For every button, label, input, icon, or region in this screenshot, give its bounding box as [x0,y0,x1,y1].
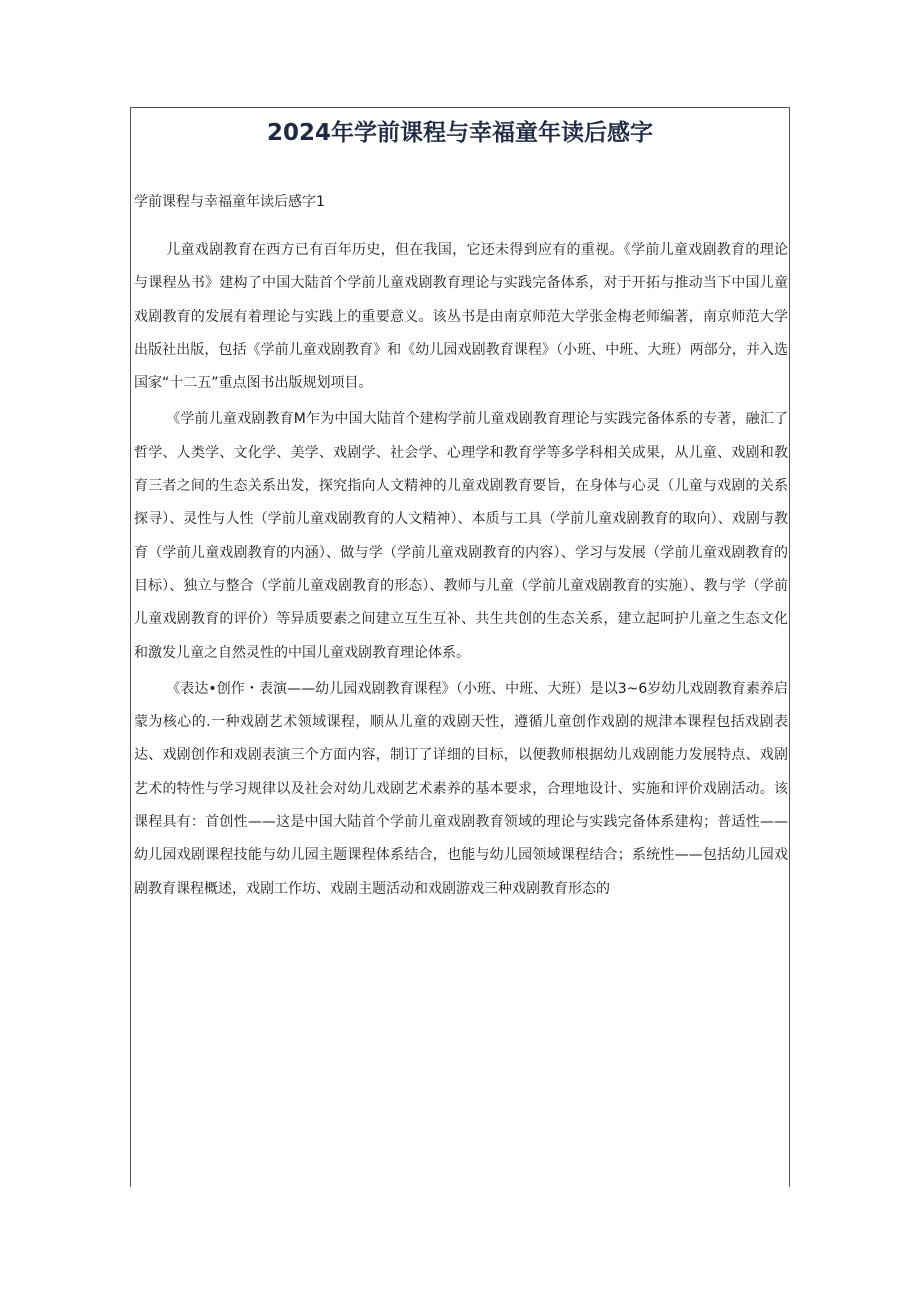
document-title: 2024年学前课程与幸福童年读后感字 [266,120,653,146]
paragraph: 《表达•创作・表演——幼儿园戏剧教育课程》（小班、中班、大班）是以3~6岁幼儿戏剧教育素养启蒙为核心的.一种戏剧艺术领域课程，顺从儿童的戏剧天性，遵循儿童创作戏剧的规津本课程包括戏剧表达、戏剧创作和戏剧表演三个方面内容，制订了详细的目标，以便教师根据幼儿戏剧能力发展特点、戏剧艺术的特性与学习规律以及社会对幼儿戏剧艺术素养的基本要求，合理地设计、实施和评价戏剧活动。该课程具有：首创性——这是中国大陆首个学前儿童戏剧教育领域的理论与实践完备体系建构；普适性——幼儿园戏剧课程技能与幼儿园主题课程体系结合，也能与幼儿园领域课程结合；系统性——包括幼儿园戏剧教育课程概述，戏剧工作坊、戏剧主题活动和戏剧游戏三种戏剧教育形态的 [134,680,788,897]
document-body [134,234,788,906]
section-heading: 学前课程与幸福童年读后感字1 [134,194,325,210]
paragraph: 儿童戏剧教育在西方已有百年历史，但在我国，它还未得到应有的重视。《学前儿童戏剧教育的理论与课程丛书》建构了中国大陆首个学前儿童戏剧教育理论与实践完备体系，对于开拓与推动当下中国儿童戏剧教育的发展有着理论与实践上的重要意义。该丛书是由南京师范大学张金梅老师编著，南京师范大学出版社出版，包括《学前儿童戏剧教育》和《幼儿园戏剧教育课程》（小班、中班、大班）两部分，并入选国家“十二五”重点图书出版规划项目。 [134,242,788,392]
paragraph: 《学前儿童戏剧教育M乍为中国大陆首个建构学前儿童戏剧教育理论与实践完备体系的专著，融汇了哲学、人类学、文化学、美学、戏剧学、社会学、心理学和教育学等多学科相关成果，从儿童、戏剧和教育三者之间的生态关系出发，探究指向人文精神的儿童戏剧教育要旨，在身体与心灵（儿童与戏剧的关系探寻）、灵性与人性（学前儿童戏剧教育的人文精神）、本质与工具（学前儿童戏剧教育的取向）、戏剧与教育（学前儿童戏剧教育的内涵）、做与学（学前儿童戏剧教育的内容）、学习与发展（学前儿童戏剧教育的目标）、独立与整合（学前儿童戏剧教育的形态）、教师与儿童（学前儿童戏剧教育的实施）、教与学（学前儿童戏剧教育的评价）等异质要素之间建立互生互补、共生共创的生态关系，建立起呵护儿童之生态文化和激发儿童之自然灵性的中国儿童戏剧教育理论体系。 [134,411,788,661]
